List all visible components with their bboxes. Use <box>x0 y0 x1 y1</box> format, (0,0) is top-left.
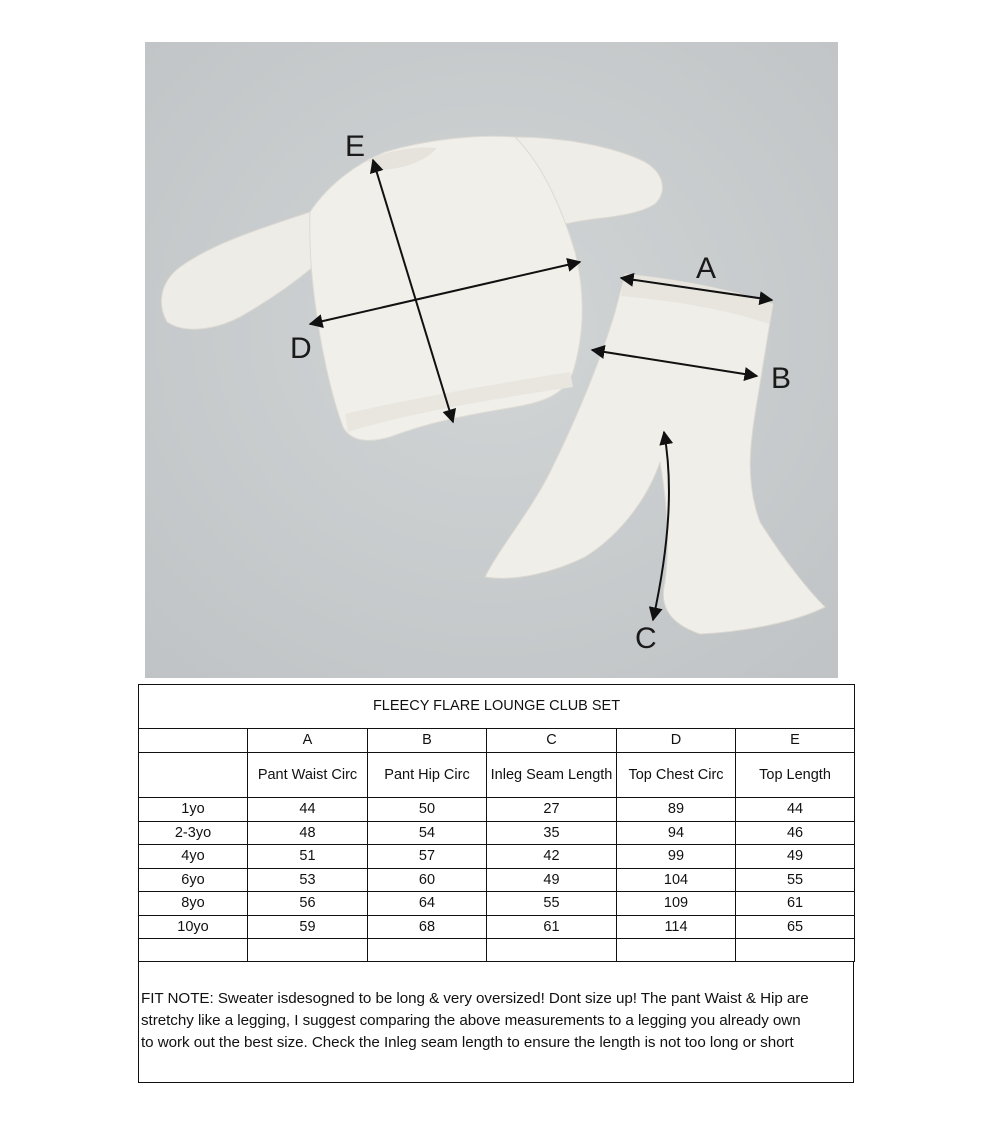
column-letter-row <box>139 728 855 753</box>
table-cell: 54 <box>368 821 487 845</box>
table-cell: 57 <box>368 845 487 869</box>
table-title: FLEECY FLARE LOUNGE CLUB SET <box>139 685 855 729</box>
column-name: Top Length <box>736 753 855 798</box>
size-chart-table <box>138 684 855 962</box>
table-cell: 46 <box>736 821 855 845</box>
table-row <box>139 892 855 916</box>
fit-note-box <box>138 962 854 1083</box>
size-label: 6yo <box>139 868 248 892</box>
empty-cell <box>617 939 736 962</box>
label-a: A <box>696 252 717 285</box>
label-c: C <box>635 622 657 655</box>
garment-measurement-illustration <box>145 42 838 678</box>
table-cell: 109 <box>617 892 736 916</box>
table-cell: 65 <box>736 915 855 939</box>
table-cell: 60 <box>368 868 487 892</box>
empty-cell <box>248 939 368 962</box>
table-cell: 64 <box>368 892 487 916</box>
empty-table-row <box>139 939 855 962</box>
table-title-row <box>139 685 855 729</box>
column-letter: B <box>368 728 487 753</box>
table-cell: 51 <box>248 845 368 869</box>
table-cell: 99 <box>617 845 736 869</box>
column-name: Top Chest Circ <box>617 753 736 798</box>
table-cell: 56 <box>248 892 368 916</box>
table-row <box>139 845 855 869</box>
empty-cell <box>139 939 248 962</box>
label-e: E <box>345 130 366 163</box>
table-cell: 59 <box>248 915 368 939</box>
table-row <box>139 915 855 939</box>
column-name: Pant Waist Circ <box>248 753 368 798</box>
table-cell: 27 <box>487 798 617 822</box>
column-letter: A <box>248 728 368 753</box>
table-cell: 44 <box>736 798 855 822</box>
table-cell: 42 <box>487 845 617 869</box>
table-cell: 68 <box>368 915 487 939</box>
table-cell: 114 <box>617 915 736 939</box>
table-cell: 61 <box>487 915 617 939</box>
table-cell: 48 <box>248 821 368 845</box>
column-letter: E <box>736 728 855 753</box>
fit-note-text: FIT NOTE: Sweater isdesogned to be long & very oversized! Dont size up! The pant Waist & Hip are stretchy like a legging, I suggest comparing the above measurements to a legging you already own to work out the best size. Check the Inleg seam length to ensure the length is not too long or short <box>141 990 809 1051</box>
size-label: 8yo <box>139 892 248 916</box>
size-label: 2-3yo <box>139 821 248 845</box>
table-cell: 55 <box>736 868 855 892</box>
size-label: 10yo <box>139 915 248 939</box>
table-cell: 50 <box>368 798 487 822</box>
table-row <box>139 821 855 845</box>
column-letter: D <box>617 728 736 753</box>
table-cell: 35 <box>487 821 617 845</box>
table-cell: 94 <box>617 821 736 845</box>
table-cell: 104 <box>617 868 736 892</box>
empty-cell <box>139 753 248 798</box>
column-name: Pant Hip Circ <box>368 753 487 798</box>
table-cell: 61 <box>736 892 855 916</box>
table-cell: 89 <box>617 798 736 822</box>
table-cell: 53 <box>248 868 368 892</box>
label-d: D <box>290 332 312 365</box>
empty-cell <box>368 939 487 962</box>
size-label: 1yo <box>139 798 248 822</box>
empty-cell <box>487 939 617 962</box>
table-row <box>139 868 855 892</box>
product-photo <box>145 42 838 678</box>
table-cell: 49 <box>736 845 855 869</box>
column-name: Inleg Seam Length <box>487 753 617 798</box>
empty-cell <box>139 728 248 753</box>
label-b: B <box>771 362 792 395</box>
table-cell: 49 <box>487 868 617 892</box>
empty-cell <box>736 939 855 962</box>
column-name-row <box>139 753 855 798</box>
table-row <box>139 798 855 822</box>
column-letter: C <box>487 728 617 753</box>
table-cell: 55 <box>487 892 617 916</box>
size-label: 4yo <box>139 845 248 869</box>
table-cell: 44 <box>248 798 368 822</box>
